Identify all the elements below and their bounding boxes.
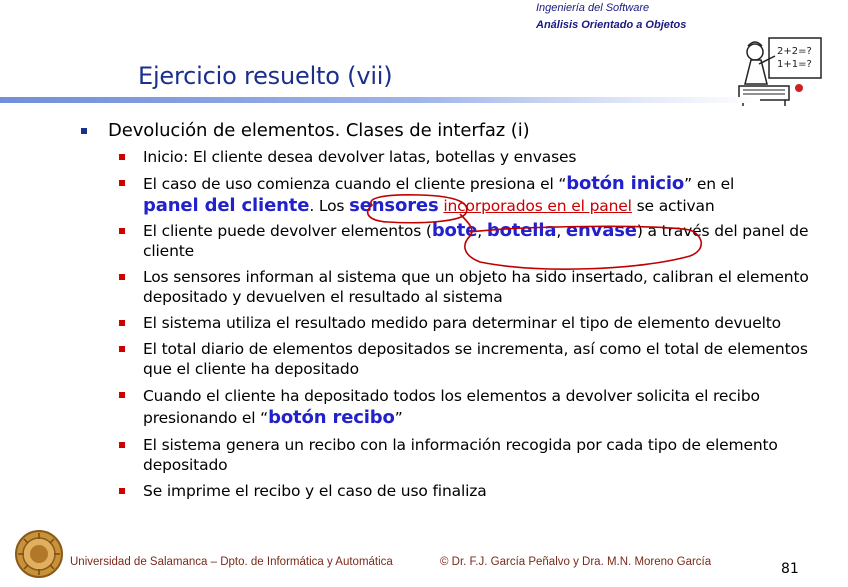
highlight-panel-del-cliente: panel del cliente — [143, 195, 310, 216]
bullet-marker — [119, 346, 125, 352]
header-course-topic: Análisis Orientado a Objetos — [536, 19, 687, 31]
list-item-text: ” — [394, 409, 403, 427]
header-course-name: Ingeniería del Software — [536, 2, 650, 14]
highlight-sensores: sensores — [349, 195, 439, 216]
page-number: 81 — [781, 561, 799, 577]
university-seal-icon — [14, 529, 64, 579]
list-item — [143, 221, 833, 261]
highlight-envase: envase — [565, 220, 637, 241]
bullet-marker — [119, 180, 125, 186]
professor-blackboard-icon — [737, 34, 827, 106]
list-item-text: El sistema genera un recibo con la información recogida por cada tipo de elemento depositado — [143, 436, 778, 474]
bullet-marker — [119, 154, 125, 160]
page-title: Ejercicio resuelto (vii) — [138, 62, 393, 90]
highlight-boton-recibo: botón recibo — [268, 407, 395, 428]
list-item-text: ) a través del panel de cliente — [143, 222, 809, 260]
list-item — [143, 435, 833, 475]
bullet-marker — [119, 488, 125, 494]
sub-bullet-list — [143, 147, 833, 501]
bullet-marker — [119, 392, 125, 398]
title-underline-bar — [0, 97, 760, 103]
list-item-text: se activan — [631, 197, 715, 215]
footer-copyright: © Dr. F.J. García Peñalvo y Dra. M.N. Moreno García — [440, 556, 712, 568]
list-item-text: ” en el — [684, 175, 735, 193]
main-bullet — [108, 120, 530, 142]
list-item-text: Los sensores informan al sistema que un objeto ha sido insertado, calibran el elemento depositado y devuelven el resultado al sistema — [143, 268, 809, 306]
blackboard-line-1: 2+2=? — [777, 46, 812, 57]
list-item — [143, 339, 833, 379]
list-item-text: Inicio: El cliente desea devolver latas, botellas y envases — [143, 148, 577, 166]
list-item-text: El cliente puede devolver elementos ( — [143, 222, 432, 240]
list-item-text: El total diario de elementos depositados se incrementa, así como el total de elementos que el cliente ha depositado — [143, 340, 808, 378]
highlight-bote: bote — [431, 220, 478, 241]
highlight-boton-inicio: botón inicio — [566, 173, 685, 194]
bullet-marker — [119, 274, 125, 280]
main-bullet-text: Devolución de elementos. Clases de interfaz (i) — [108, 120, 530, 141]
list-item-text: , — [556, 222, 566, 240]
list-item-text: Se imprime el recibo y el caso de uso finaliza — [143, 482, 487, 500]
list-item-text: El sistema utiliza el resultado medido para determinar el tipo de elemento devuelto — [143, 314, 782, 332]
bullet-marker — [119, 442, 125, 448]
list-item-text: , — [477, 222, 487, 240]
highlight-botella: botella — [486, 220, 557, 241]
list-item — [143, 481, 833, 501]
list-item — [143, 173, 833, 217]
bullet-marker — [119, 228, 125, 234]
list-item-text: El caso de uso comienza cuando el cliente presiona el “ — [143, 175, 567, 193]
bullet-marker — [119, 320, 125, 326]
list-item-text: . Los — [309, 197, 350, 215]
main-bullet-marker — [81, 128, 87, 134]
underlined-incorporados: incorporados en el panel — [443, 197, 632, 215]
blackboard-line-2: 1+1=? — [777, 59, 812, 70]
list-item — [143, 313, 833, 333]
list-item — [143, 385, 833, 429]
footer-university: Universidad de Salamanca – Dpto. de Informática y Automática — [70, 556, 393, 568]
list-item — [143, 267, 833, 307]
list-item — [143, 147, 833, 167]
list-item-text: Cuando el cliente ha depositado todos los elementos a devolver solicita el recibo presionando el “ — [143, 387, 760, 427]
